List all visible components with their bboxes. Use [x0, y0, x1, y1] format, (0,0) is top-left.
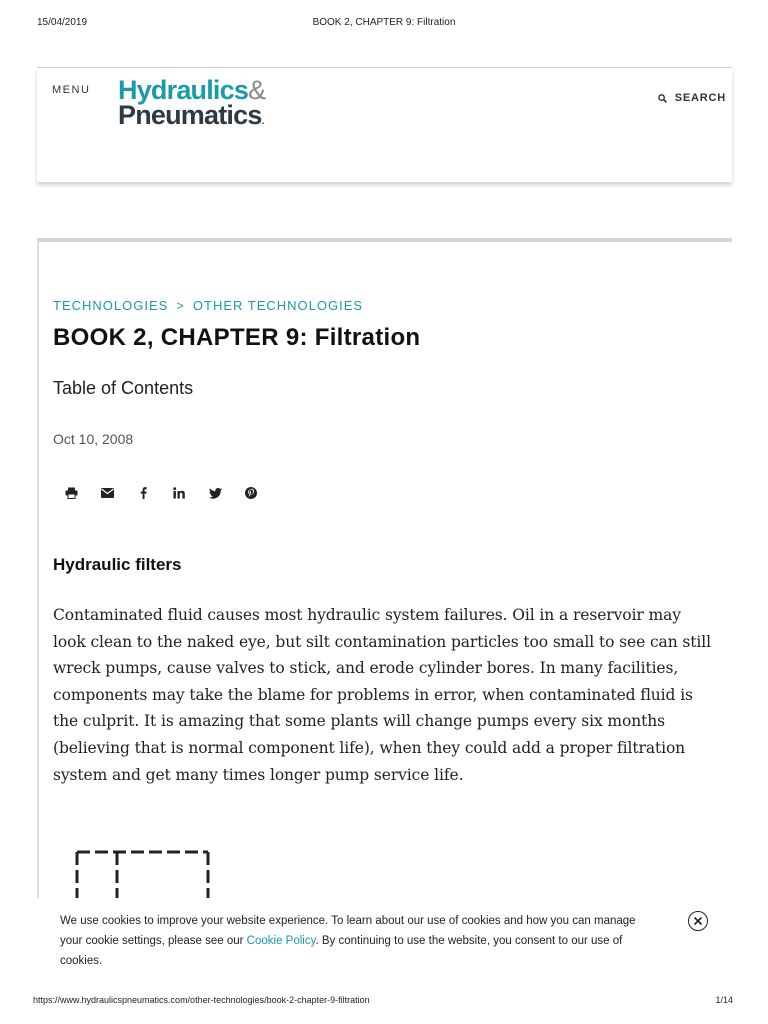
- twitter-icon[interactable]: [207, 485, 223, 501]
- breadcrumb-other-technologies[interactable]: OTHER TECHNOLOGIES: [192, 298, 364, 313]
- print-title: BOOK 2, CHAPTER 9: Filtration: [312, 17, 456, 28]
- print-date: 15/04/2019: [37, 17, 88, 28]
- menu-button[interactable]: MENU: [52, 84, 91, 96]
- article-paragraph: Contaminated fluid causes most hydraulic system failures. Oil in a reservoir may look clean to the naked eye, but silt contamination particles too small to see can still wreck pumps, cause valves to stick, and erode cylinder bores. In many facilities, components may take the blame for problems in error, when contaminated fluid is the culprit. It is amazing that some plants will change pumps every six months (believing that is normal component life), when they could add a proper filtration system and get many times longer pump service life.: [53, 606, 711, 784]
- share-toolbar: [63, 485, 259, 501]
- page-count: 1/14: [715, 995, 733, 1005]
- breadcrumb: [53, 298, 363, 313]
- breadcrumb-technologies[interactable]: TECHNOLOGIES: [53, 298, 169, 313]
- section-heading: Hydraulic filters: [53, 555, 182, 574]
- email-icon[interactable]: [99, 485, 115, 501]
- logo-line2: Pneumatics.: [118, 100, 264, 130]
- filter-diagram: [73, 849, 213, 904]
- post-date: Oct 10, 2008: [53, 431, 134, 447]
- print-url: https://www.hydraulicspneumatics.com/other-technologies/book-2-chapter-9-filtration: [33, 995, 370, 1005]
- site-header: [37, 67, 732, 182]
- search-icon: [658, 94, 667, 103]
- print-icon[interactable]: [63, 485, 79, 501]
- page-title: BOOK 2, CHAPTER 9: Filtration: [53, 324, 421, 351]
- article-card: [37, 238, 732, 898]
- site-logo[interactable]: [118, 74, 298, 130]
- cookie-policy-link[interactable]: Cookie Policy: [246, 935, 316, 947]
- cookie-message: We use cookies to improve your website experience. To learn about our use of cookies and how you can manage your cookie settings, please see our Cookie Policy. By continuing to use the website, you consent to our use of cookies.: [60, 915, 636, 967]
- pinterest-icon[interactable]: [243, 485, 259, 501]
- search-label: SEARCH: [674, 92, 726, 104]
- table-of-contents-link[interactable]: Table of Contents: [53, 378, 194, 398]
- cookie-banner: [0, 898, 768, 986]
- logo-line1: Hydraulics&: [118, 75, 266, 105]
- print-header: [37, 17, 731, 29]
- facebook-icon[interactable]: [135, 485, 151, 501]
- search-button[interactable]: [658, 92, 726, 104]
- close-icon[interactable]: [688, 911, 708, 931]
- breadcrumb-separator: >: [176, 298, 185, 313]
- print-footer: [33, 995, 733, 1007]
- linkedin-icon[interactable]: [171, 485, 187, 501]
